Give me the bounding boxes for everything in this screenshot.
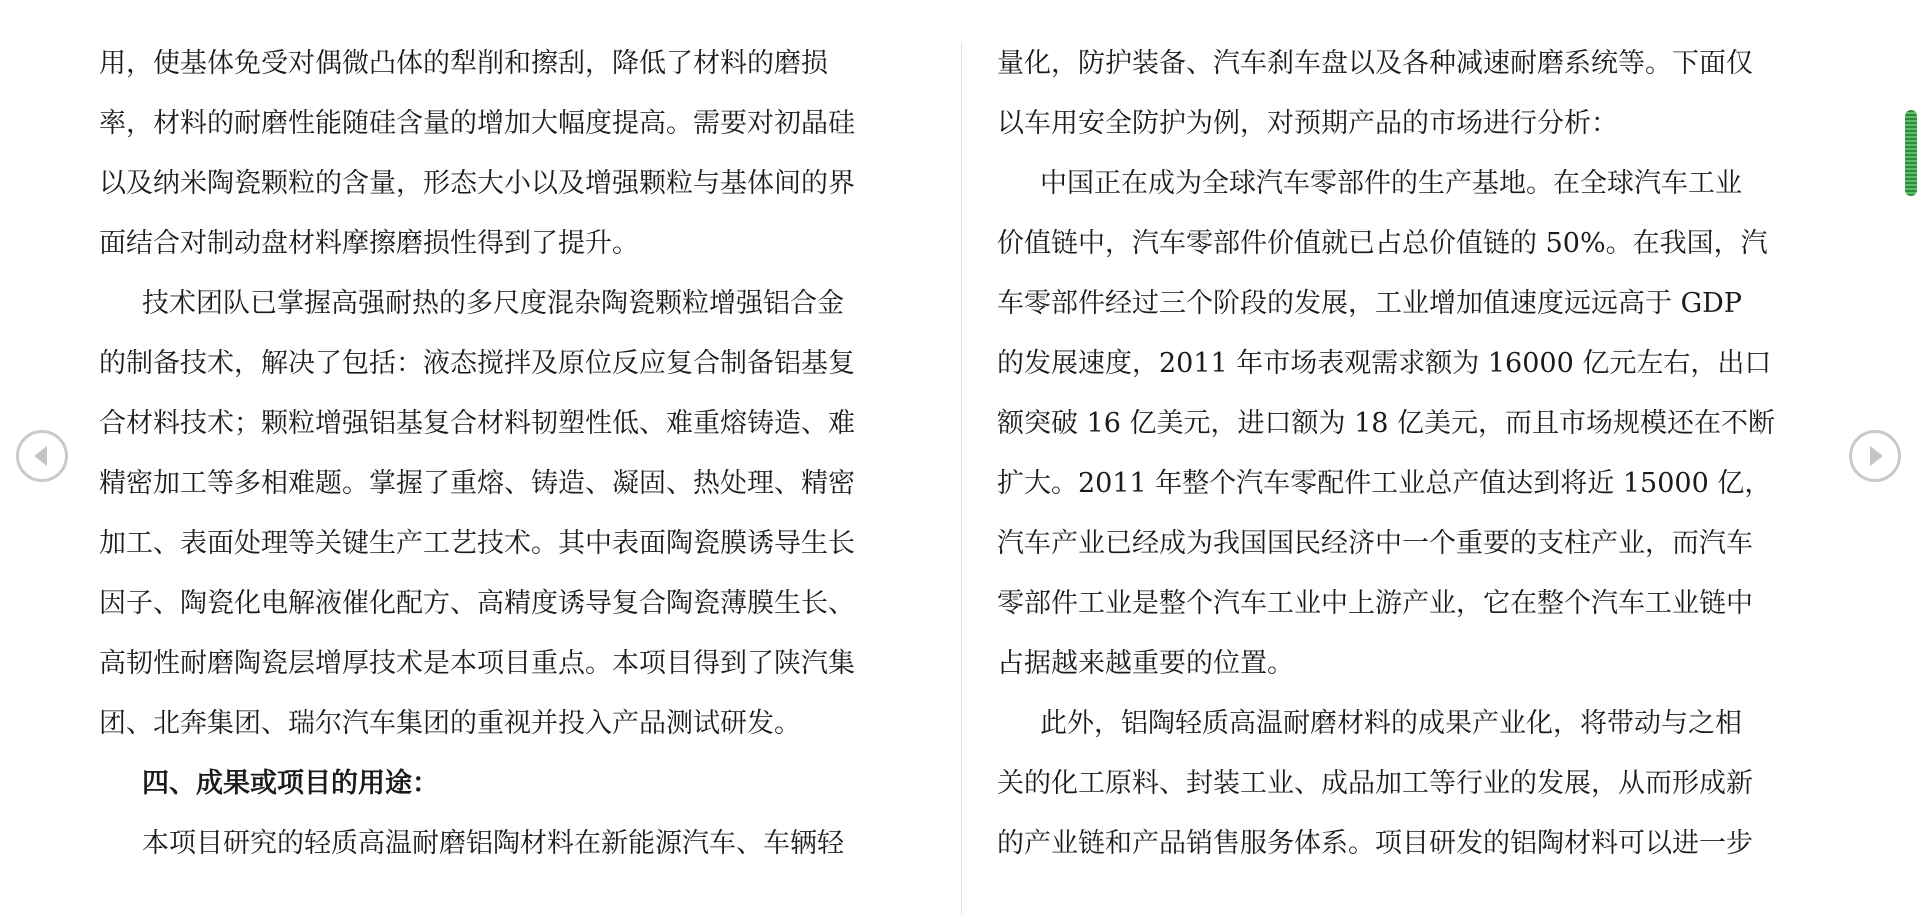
paragraph-start-line: 中国正在成为全球汽车零部件的生产基地。在全球汽车工业 xyxy=(1040,168,1742,199)
text-line: 以及纳米陶瓷颗粒的含量，形态大小以及增强颗粒与基体间的界 xyxy=(99,168,855,199)
text-line: 额突破 16 亿美元，进口额为 18 亿美元，而且市场规模还在不断 xyxy=(997,408,1776,439)
text-line: 面结合对制动盘材料摩擦磨损性得到了提升。 xyxy=(99,228,639,259)
text-line: 用，使基体免受对偶微凸体的犁削和擦刮，降低了材料的磨损 xyxy=(99,48,828,79)
paragraph-start-line: 技术团队已掌握高强耐热的多尺度混杂陶瓷颗粒增强铝合金 xyxy=(142,288,844,319)
paragraph-start-line: 此外，铝陶轻质高温耐磨材料的成果产业化，将带动与之相 xyxy=(1040,708,1742,739)
text-line: 价值链中，汽车零部件价值就已占总价值链的 50%。在我国，汽 xyxy=(997,228,1768,259)
text-line: 的制备技术，解决了包括：液态搅拌及原位反应复合制备铝基复 xyxy=(99,348,855,379)
text-line: 的发展速度，2011 年市场表观需求额为 16000 亿元左右，出口 xyxy=(997,348,1772,379)
text-line: 团、北奔集团、瑞尔汽车集团的重视并投入产品测试研发。 xyxy=(99,708,801,739)
chevron-right-icon xyxy=(1852,433,1898,479)
text-line: 零部件工业是整个汽车工业中上游产业，它在整个汽车工业链中 xyxy=(997,588,1753,619)
previous-page-button[interactable] xyxy=(16,430,68,482)
text-line: 因子、陶瓷化电解液催化配方、高精度诱导复合陶瓷薄膜生长、 xyxy=(99,588,855,619)
next-page-button[interactable] xyxy=(1849,430,1901,482)
text-line: 的产业链和产品销售服务体系。项目研发的铝陶材料可以进一步 xyxy=(997,828,1753,859)
text-line: 率，材料的耐磨性能随硅含量的增加大幅度提高。需要对初晶硅 xyxy=(99,108,855,139)
text-line: 合材料技术；颗粒增强铝基复合材料韧塑性低、难重熔铸造、难 xyxy=(99,408,855,439)
text-line: 高韧性耐磨陶瓷层增厚技术是本项目重点。本项目得到了陕汽集 xyxy=(99,648,855,679)
text-line: 以车用安全防护为例，对预期产品的市场进行分析： xyxy=(997,108,1618,139)
text-line: 汽车产业已经成为我国国民经济中一个重要的支柱产业，而汽车 xyxy=(997,528,1753,559)
section-heading: 四、成果或项目的用途： xyxy=(142,768,439,799)
text-line: 扩大。2011 年整个汽车零配件工业总产值达到将近 15000 亿， xyxy=(997,468,1772,499)
text-line: 精密加工等多相难题。掌握了重熔、铸造、凝固、热处理、精密 xyxy=(99,468,855,499)
text-line: 加工、表面处理等关键生产工艺技术。其中表面陶瓷膜诱导生长 xyxy=(99,528,855,559)
text-line: 关的化工原料、封装工业、成品加工等行业的发展，从而形成新 xyxy=(997,768,1753,799)
text-line: 占据越来越重要的位置。 xyxy=(997,648,1294,679)
left-page xyxy=(99,34,927,874)
text-line: 量化，防护装备、汽车刹车盘以及各种减速耐磨系统等。下面仅 xyxy=(997,48,1753,79)
chevron-left-icon xyxy=(19,433,65,479)
paragraph-start-line: 本项目研究的轻质高温耐磨铝陶材料在新能源汽车、车辆轻 xyxy=(142,828,844,859)
text-line: 车零部件经过三个阶段的发展，工业增加值速度远远高于 GDP xyxy=(997,288,1742,319)
scrollbar-thumb[interactable] xyxy=(1905,110,1917,196)
vertical-scrollbar[interactable] xyxy=(1905,110,1917,206)
right-page xyxy=(997,34,1827,874)
page-divider xyxy=(961,42,962,914)
